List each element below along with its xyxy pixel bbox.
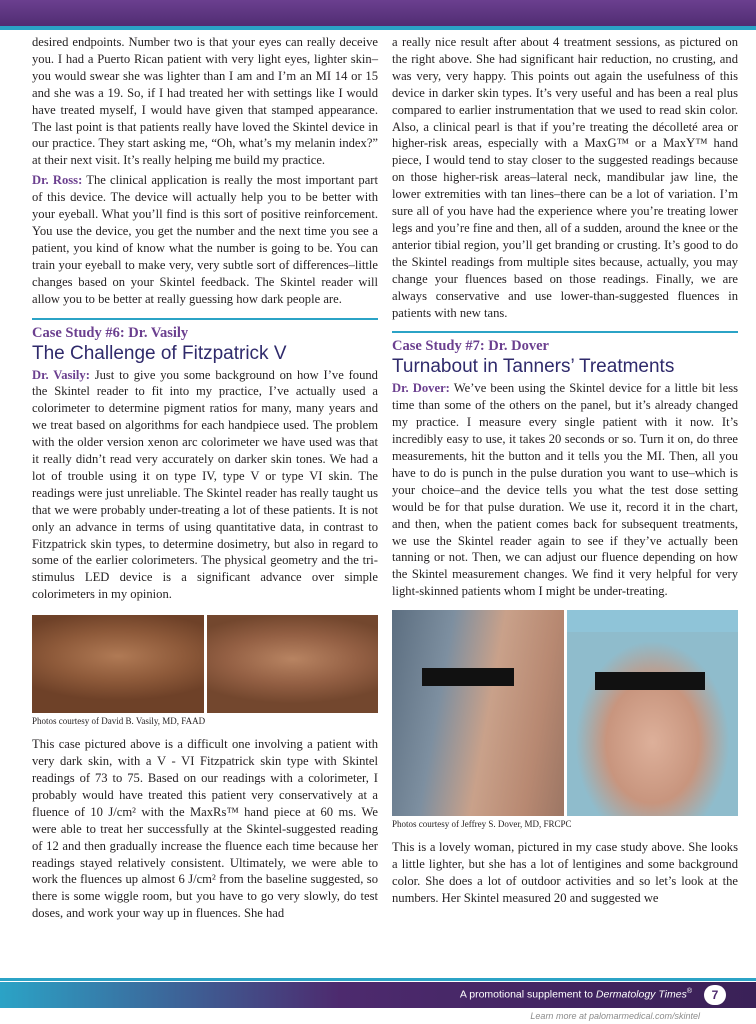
header-accent-stripe (0, 26, 756, 30)
right-intro-paragraph: a really nice result after about 4 treatment sessions, as pictured on the right above. She had significant hair reduction, no crusting, and was very, very happy. This points out again the usefulness of this device in darker skin types. It’s very useful and has been a real plus compared to earlier instrumentation that we used to read skin color. Also, a clinical pearl is that if you’re treating the décolleté area or higher-risk areas, especially with a MaxG™ or a MaxY™ hand piece, I would tend to stay closer to the suggested readings because on those higher-risk areas–lateral neck, mandibular jaw line, the lower extremities with tan lines–there can be a lot of variation. I’m sure all of you have had the experience where you’re treating lower legs and you’re fine and then, all of a sudden, around the knee or the anterior tibial region, you’ll get branding or crusting. It’s good to do the Skintel readings from multiple sites because, actually, you may change your fluences based on those readings. Finally, we are always conservative and use lower-than-suggested fluences in patients with new tans. (392, 35, 738, 320)
left-intro-paragraph: desired endpoints. Number two is that your eyes can really deceive you. I had a Puerto Rican patient with very light eyes, lighter skin–you would swear she was lighter than I am and I’m an MI 14 or 15 and she was a 19. So, if I had treated her with settings like I would have treated myself, I would have given that stamped appearance. The last point is that patients really have loved the Skintel device in our practice. They start asking me, “Oh, what’s my melanin index?” at their next visit. It’s really helping me build my practice. (32, 35, 378, 168)
case-7-front-photo (567, 610, 739, 816)
case-study-7-title: Turnabout in Tanners’ Treatments (392, 356, 675, 378)
case-study-6-label: Case Study #6: Dr. Vasily (32, 324, 189, 341)
footer-journal-name: Dermatology Times (595, 988, 687, 1001)
vasily-paragraph (32, 367, 378, 604)
case-6-before-photo (32, 615, 204, 713)
case-7-front-eye-bar (595, 672, 705, 690)
case-7-profile-photo (392, 610, 564, 816)
case-7-profile-eye-bar (422, 668, 514, 686)
case-7-photo-pair (392, 610, 738, 816)
case-6-body-paragraph: This case pictured above is a difficult one involving a patient with very dark skin, with a V - VI Fitzpatrick skin type with Skintel readings of 73 to 75. Based on our readings with a colorimeter, I probably would have treated this patient very conservatively at a fluence of 10 J/cm² with the MaxRs™ hand piece at 60 ms. We were able to treat her successfully at the Skintel-suggested reading of 12 and then gradually increase the fluence each time because her readings stayed relatively consistent. Ultimately, we were able to work the fluences up almost 6 J/cm² from the baseline suggested, so there is some wiggle room, but you have to go very slowly, do test doses, and work your way up in fluences. She had (32, 737, 378, 921)
left-column (32, 34, 378, 925)
page-number-badge: 7 (704, 985, 726, 1005)
dover-paragraph (392, 380, 738, 600)
case-7-photo-credit: Photos courtesy of Jeffrey S. Dover, MD, FRCPC (392, 819, 572, 830)
case-6-after-photo (207, 615, 379, 713)
footer-accent-line (0, 978, 756, 981)
footer-registered-mark: ® (686, 988, 692, 995)
case-7-body-paragraph: This is a lovely woman, pictured in my case study above. She looks a little lighter, but she has a lot of lentigines and some background color. She does a lot of outdoor activities and so let’s look at the numbers. Her Skintel measured 20 and suggested we (392, 840, 738, 905)
right-column (392, 34, 738, 910)
footer-promo-text (460, 988, 692, 1001)
case-study-6-header (32, 318, 378, 365)
case-study-7-header (392, 331, 738, 378)
case-study-7-label: Case Study #7: Dr. Dover (392, 338, 549, 355)
case-6-photo-credit: Photos courtesy of David B. Vasily, MD, FAAD (32, 716, 206, 727)
case-6-photo-pair (32, 615, 378, 713)
vasily-speaker-label: Dr. Vasily: (32, 367, 90, 382)
footer-learn-more-link[interactable]: Learn more at palomarmedical.com/skintel (530, 1011, 700, 1021)
top-header-band (0, 0, 756, 30)
ross-paragraph (32, 172, 378, 307)
dover-speaker-label: Dr. Dover: (392, 381, 450, 396)
case-study-6-title: The Challenge of Fitzpatrick V (32, 342, 287, 364)
ross-text: The clinical application is really the most important part of this device. The device will actually help you to be better with your eyeball. What you’ll find is this sort of positive reinforcement. You use the device, you get the number and the next time you see a patient, you kind of know what the number is going to be. You can train your eyeball to make very, very subtle sort of differences–little changes based on your Skintel feedback. The Skintel reader will allow you to be better at really guessing how dark people are. (32, 173, 378, 306)
page-footer (0, 978, 756, 1024)
footer-promo-prefix: A promotional supplement to (459, 988, 596, 1001)
vasily-text: Just to give you some background on how I’ve found the Skintel reader to fit into my practice, I’ve actually used a colorimeter to determine pigment ratios for many, many years and we treat based on algorithms for each handpiece used. The problem with the older version xenon arc colorimeter we have used was that it really didn’t read very accurately on darker skin tones. We had a lot of trouble using it on type IV, type V or type VI skin. The readings were just unreliable. The Skintel reader has really taught us that we were probably under-treating a lot of these patients. It is not only an advance in terms of using quantitative data, in contrast to Fitzpatrick skin types, to determine dosimetry, but also in regard to some of the earlier colorimeters. The physical geometry and the tri-stimulus LED device is a significant advance over simple colorimeters in my opinion. (32, 367, 378, 602)
ross-speaker-label: Dr. Ross: (32, 173, 83, 188)
dover-text: We’ve been using the Skintel device for a little bit less time than some of the others on the panel, but it’s already changed my practice. I measure every single patient with it now. It’s incredibly easy to use, it takes 20 seconds or so. Turn it on, do three measurements, hit the button and it tells you the MI. Then, all you have to do is punch in the pulse duration you want to use–which is your choice–and the device tells you what the test dose setting would be for that pulse duration. We use it, record it in the chart, and then, when the patient comes back for subsequent treatments, we use the Skintel reader again to see if they’ve actually been tanning or not. Then, we can adjust our fluence depending on how the Skintel measurement changes. We find it very helpful for very light-skinned patients whom I might be under-treating. (392, 381, 738, 599)
